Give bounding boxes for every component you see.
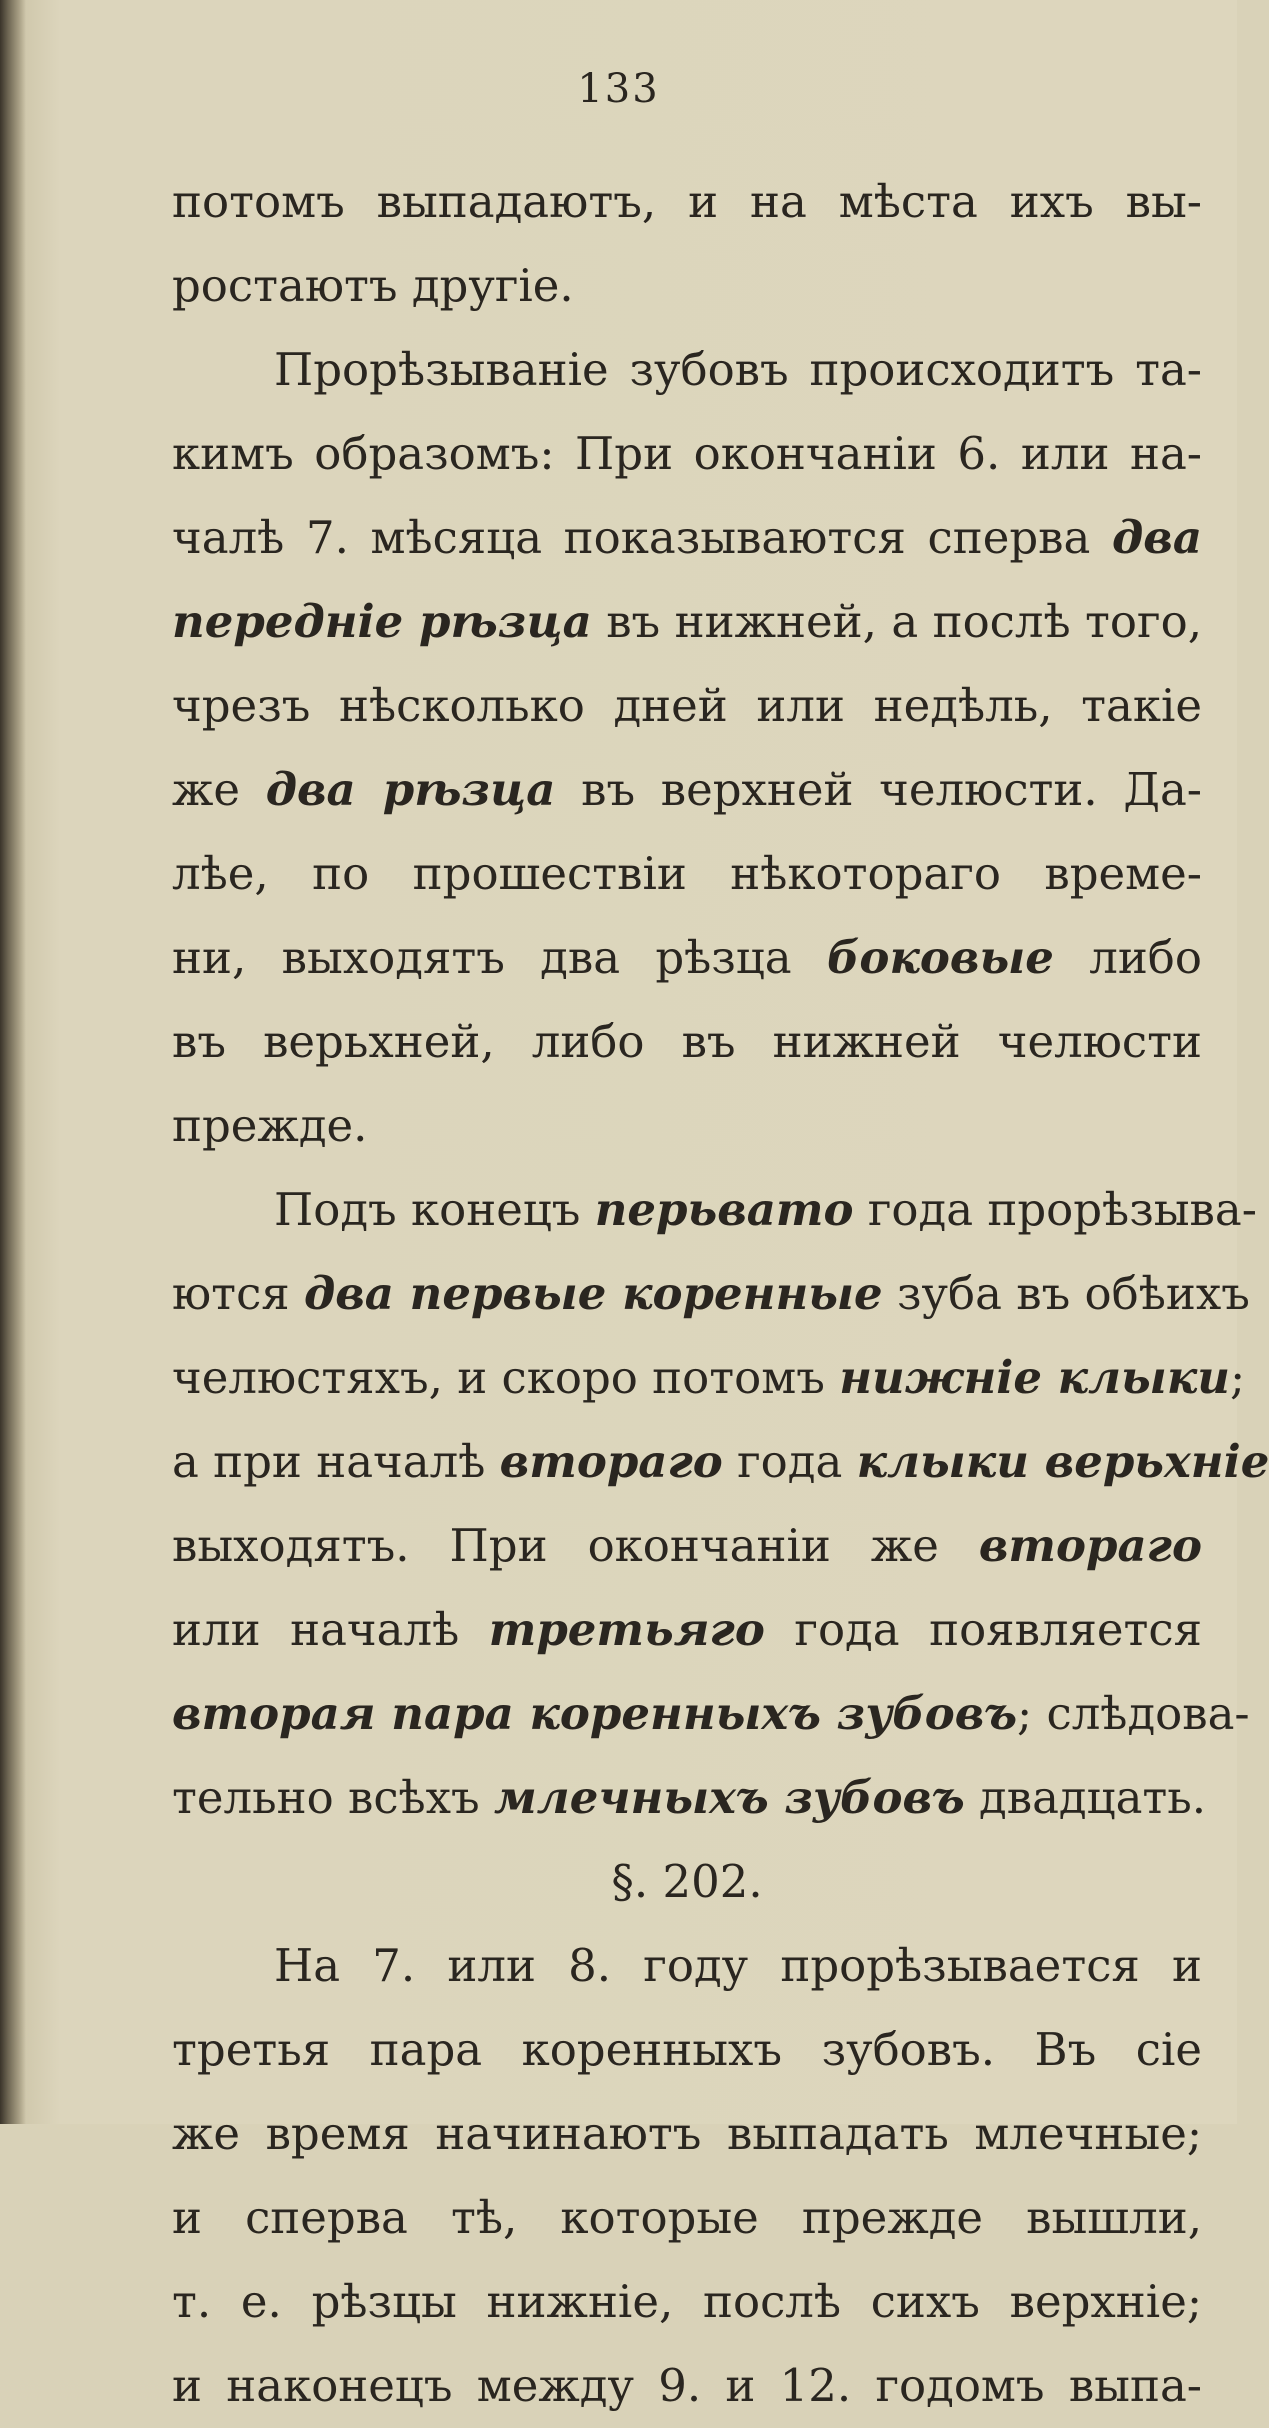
text-run: же: [172, 763, 266, 816]
text-line: [172, 2092, 1202, 2176]
text-run: На 7. или 8. году прорѣзывается и: [274, 1939, 1202, 1992]
text-line: [172, 2008, 1202, 2092]
text-run: выходятъ. При окончаніи же: [172, 1519, 979, 1572]
italic-run: нижніе клыки: [839, 1351, 1231, 1404]
text-run: третья пара коренныхъ зубовъ. Въ сіе: [172, 2023, 1202, 2076]
italic-run: третьяго: [488, 1603, 765, 1656]
section-heading: [172, 1840, 1202, 1924]
book-gutter-shadow: [0, 0, 26, 2124]
text-line: [172, 328, 1202, 412]
text-line: [172, 1756, 1207, 1840]
text-line: [172, 1000, 1202, 1084]
text-run: года: [722, 1435, 857, 1488]
italic-run: два: [1112, 511, 1202, 564]
text-line: [172, 1168, 1257, 1252]
text-line: [172, 2344, 1202, 2428]
text-run: а при началѣ: [172, 1435, 500, 1488]
text-run: и наконецъ между 9. и 12. годомъ выпа-: [172, 2359, 1202, 2412]
italic-run: боковые: [826, 931, 1054, 984]
text-run: или началѣ: [172, 1603, 489, 1656]
text-run: же время начинаютъ выпадать млечные;: [172, 2107, 1202, 2160]
text-line: [172, 832, 1202, 916]
text-line: [172, 916, 1202, 1000]
text-run: года прорѣзыва-: [853, 1183, 1257, 1236]
text-run: въ верхней челюсти. Да-: [555, 763, 1203, 816]
text-line: [172, 1504, 1202, 1588]
italic-run: вторая пара коренныхъ зубовъ: [172, 1687, 1018, 1740]
text-line: [172, 1252, 1250, 1336]
italic-run: млечныхъ зубовъ: [494, 1771, 965, 1824]
text-line: [172, 664, 1202, 748]
text-run: лѣе, по прошествіи нѣкотораго време-: [172, 847, 1202, 900]
italic-run: передніе рѣзца: [172, 595, 592, 648]
text-line: [172, 2176, 1202, 2260]
text-line: [172, 580, 1202, 664]
text-run: чалѣ 7. мѣсяца показываются сперва: [172, 511, 1112, 564]
text-line: [172, 1924, 1202, 2008]
text-line: [172, 412, 1202, 496]
text-line: [172, 244, 1202, 328]
italic-run: два первые коренные: [303, 1267, 883, 1320]
text-run: ;: [1230, 1351, 1246, 1404]
body-text: [172, 160, 1269, 2428]
text-run: въ верьхней, либо въ нижней челюсти: [172, 1015, 1202, 1068]
text-line: [172, 1588, 1202, 1672]
text-run: потомъ выпадаютъ, и на мѣста ихъ вы-: [172, 175, 1202, 228]
text-line: [172, 748, 1202, 832]
text-run: въ нижней, а послѣ того,: [591, 595, 1202, 648]
italic-run: втораго: [499, 1435, 723, 1488]
text-line: [172, 1084, 1202, 1168]
text-line: [172, 1672, 1250, 1756]
text-run: и сперва тѣ, которые прежде вышли,: [172, 2191, 1202, 2244]
text-run: ются: [172, 1267, 304, 1320]
text-run: Подъ конецъ: [274, 1183, 595, 1236]
italic-run: клыки верьхніе: [856, 1435, 1269, 1488]
text-run: ростаютъ другіе.: [172, 259, 574, 312]
text-run: года появляется: [764, 1603, 1202, 1656]
text-line: [172, 1336, 1246, 1420]
text-run: т. е. рѣзцы нижніе, послѣ сихъ верхніе;: [172, 2275, 1202, 2328]
text-run: тельно всѣхъ: [172, 1771, 494, 1824]
italic-run: втораго: [978, 1519, 1202, 1572]
text-run: ни, выходятъ два рѣзца: [172, 931, 827, 984]
text-line: [172, 160, 1202, 244]
text-line: [172, 1420, 1269, 1504]
text-run: зуба въ обѣихъ: [882, 1267, 1250, 1320]
text-run: чрезъ нѣсколько дней или недѣль, такіе: [172, 679, 1202, 732]
page-number: 133: [577, 66, 660, 112]
text-run: ; слѣдова-: [1017, 1687, 1250, 1740]
text-line: [172, 496, 1202, 580]
text-run: кимъ образомъ: При окончаніи 6. или на-: [172, 427, 1202, 480]
text-run: Прорѣзываніе зубовъ происходитъ та-: [274, 343, 1202, 396]
text-run: §. 202.: [611, 1855, 763, 1908]
text-run: челюстяхъ, и скоро потомъ: [172, 1351, 840, 1404]
text-run: двадцать.: [964, 1771, 1207, 1824]
text-run: прежде.: [172, 1099, 368, 1152]
italic-run: два рѣзца: [265, 763, 556, 816]
text-line: [172, 2260, 1202, 2344]
text-run: либо: [1053, 931, 1202, 984]
italic-run: перьвато: [594, 1183, 854, 1236]
